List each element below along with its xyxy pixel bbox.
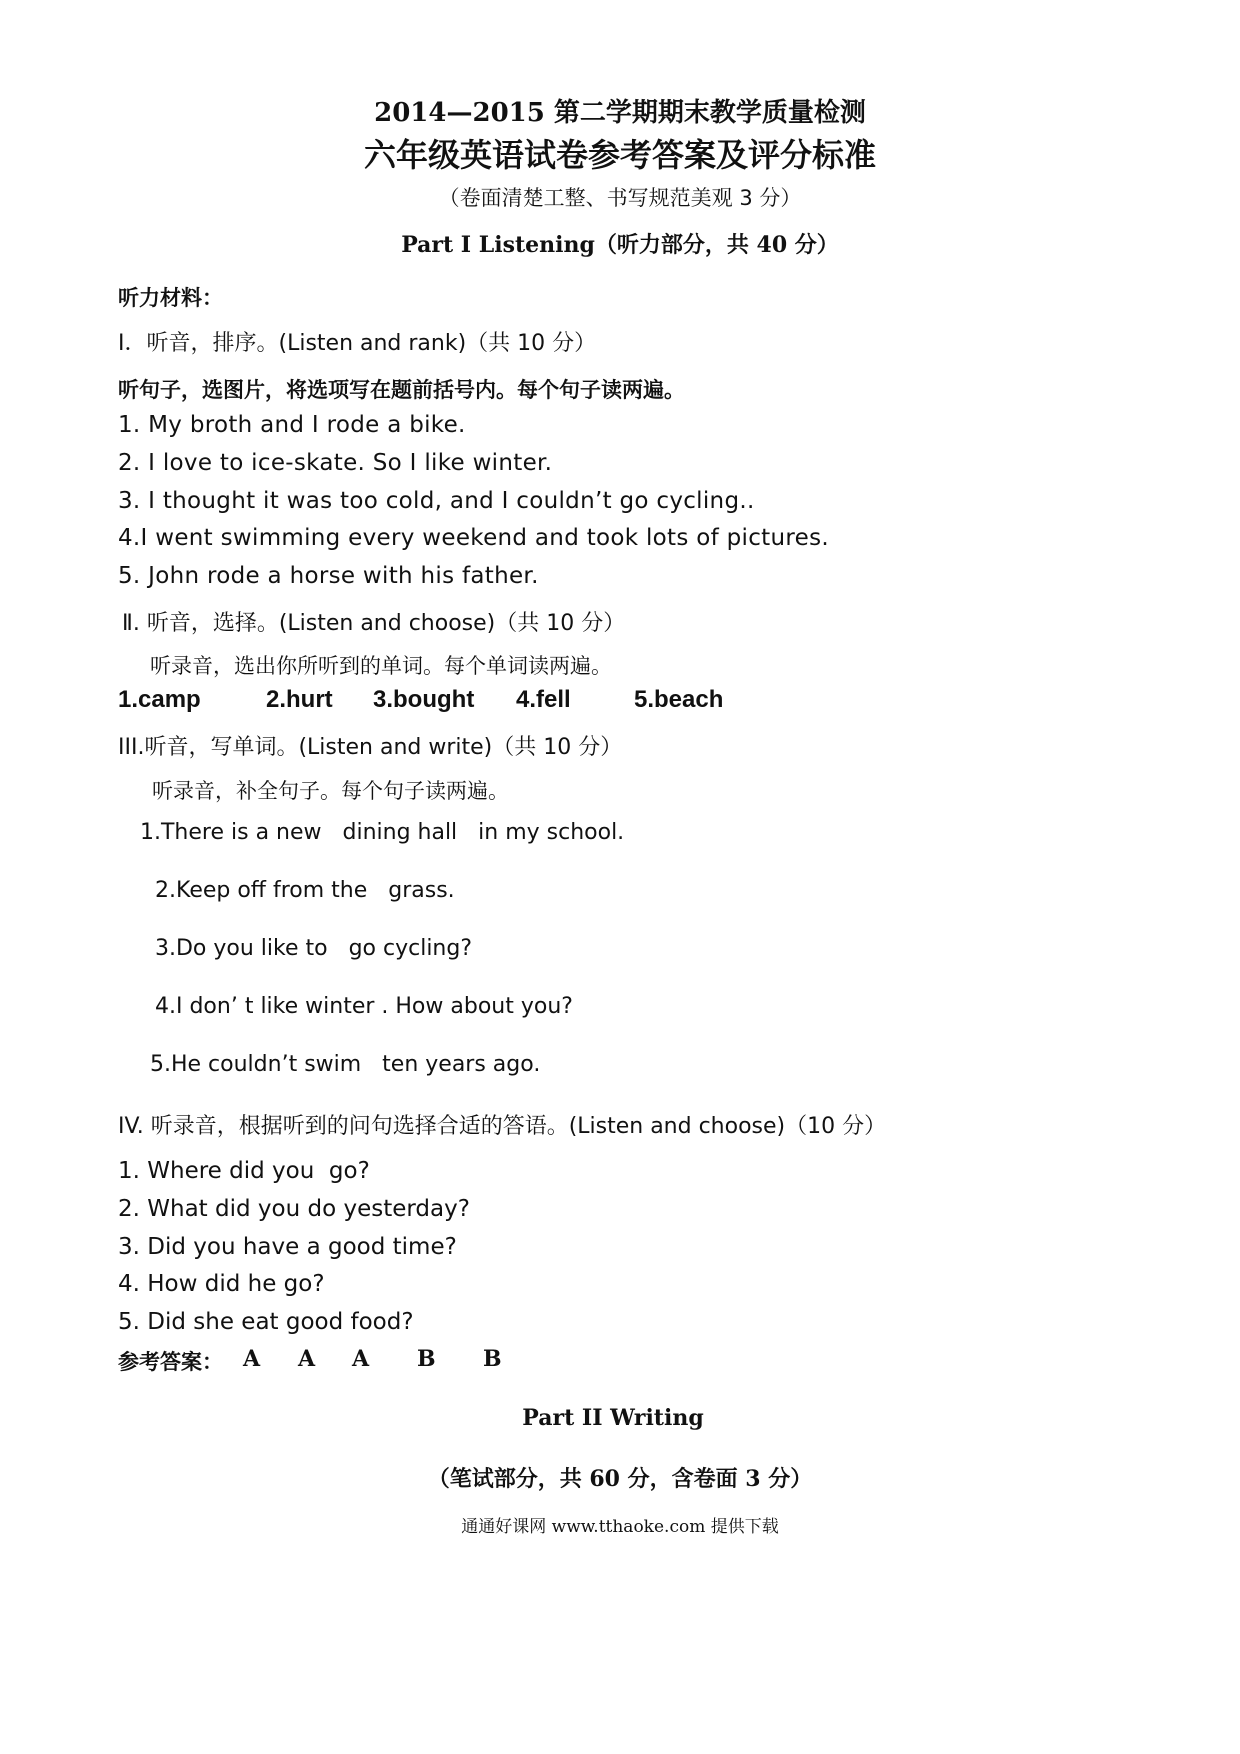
word-item: 2.hurt — [266, 686, 333, 713]
document-subtitle: 六年级英语试卷参考答案及评分标准 — [363, 136, 876, 174]
section-three-instruction: 听录音，补全句子。每个句子读两遍。 — [152, 779, 509, 803]
materials-label: 听力材料： — [118, 286, 223, 310]
answer-value: A — [298, 1346, 316, 1372]
list-item: 2. I love to ice-skate. So I like winter. — [118, 450, 553, 476]
part-two-subtitle: （笔试部分，共 60 分，含卷面 3 分） — [427, 1466, 813, 1492]
list-item: 3.Do you like to go cycling? — [155, 936, 473, 961]
list-item: 3. I thought it was too cold, and I couldn’t go cycling.. — [118, 488, 755, 514]
word-item: 1.camp — [118, 686, 201, 713]
list-item: 2. What did you do yesterday? — [118, 1196, 470, 1222]
answer-value: A — [243, 1346, 261, 1372]
footer-credit: 通通好课网 www.tthaoke.com 提供下载 — [461, 1517, 779, 1537]
list-item: 1. Where did you go? — [118, 1158, 370, 1184]
list-item: 4. How did he go? — [118, 1271, 325, 1297]
answer-value: A — [352, 1346, 370, 1372]
answers-label: 参考答案： — [118, 1350, 223, 1374]
section-three-heading: III.听音，写单词。(Listen and write)（共 10 分） — [118, 735, 623, 760]
section-one-instruction: 听句子，选图片，将选项写在题前括号内。每个句子读两遍。 — [118, 378, 685, 402]
word-item: 5.beach — [634, 686, 724, 713]
document-title: 2014—2015 第二学期期末教学质量检测 — [374, 98, 866, 128]
word-item: 4.fell — [516, 686, 571, 713]
word-item: 3.bought — [373, 686, 475, 713]
section-four-heading: IV. 听录音，根据听到的问句选择合适的答语。(Listen and choose)（10 分） — [118, 1114, 887, 1139]
answer-value: B — [483, 1346, 502, 1372]
list-item: 5.He couldn’t swim ten years ago. — [150, 1052, 541, 1077]
scoring-note: （卷面清楚工整、书写规范美观 3 分） — [438, 186, 802, 210]
section-two-instruction: 听录音，选出你所听到的单词。每个单词读两遍。 — [150, 654, 612, 678]
list-item: 3. Did you have a good time? — [118, 1234, 457, 1260]
list-item: 4.I don’ t like winter . How about you? — [155, 994, 573, 1019]
list-item: 1.There is a new dining hall in my school. — [140, 820, 625, 845]
list-item: 4.I went swimming every weekend and took lots of pictures. — [118, 525, 829, 551]
part-two-heading: Part II Writing — [522, 1405, 704, 1431]
section-one-heading: Ⅰ．听音，排序。(Listen and rank)（共 10 分） — [118, 331, 597, 356]
section-two-heading: Ⅱ. 听音，选择。(Listen and choose)（共 10 分） — [122, 611, 626, 636]
list-item: 1. My broth and I rode a bike. — [118, 412, 466, 438]
answer-value: B — [417, 1346, 436, 1372]
list-item: 5. John rode a horse with his father. — [118, 563, 539, 589]
list-item: 2.Keep off from the grass. — [155, 878, 455, 903]
list-item: 5. Did she eat good food? — [118, 1309, 414, 1335]
part-one-heading: Part Ⅰ Listening（听力部分，共 40 分） — [401, 232, 839, 258]
